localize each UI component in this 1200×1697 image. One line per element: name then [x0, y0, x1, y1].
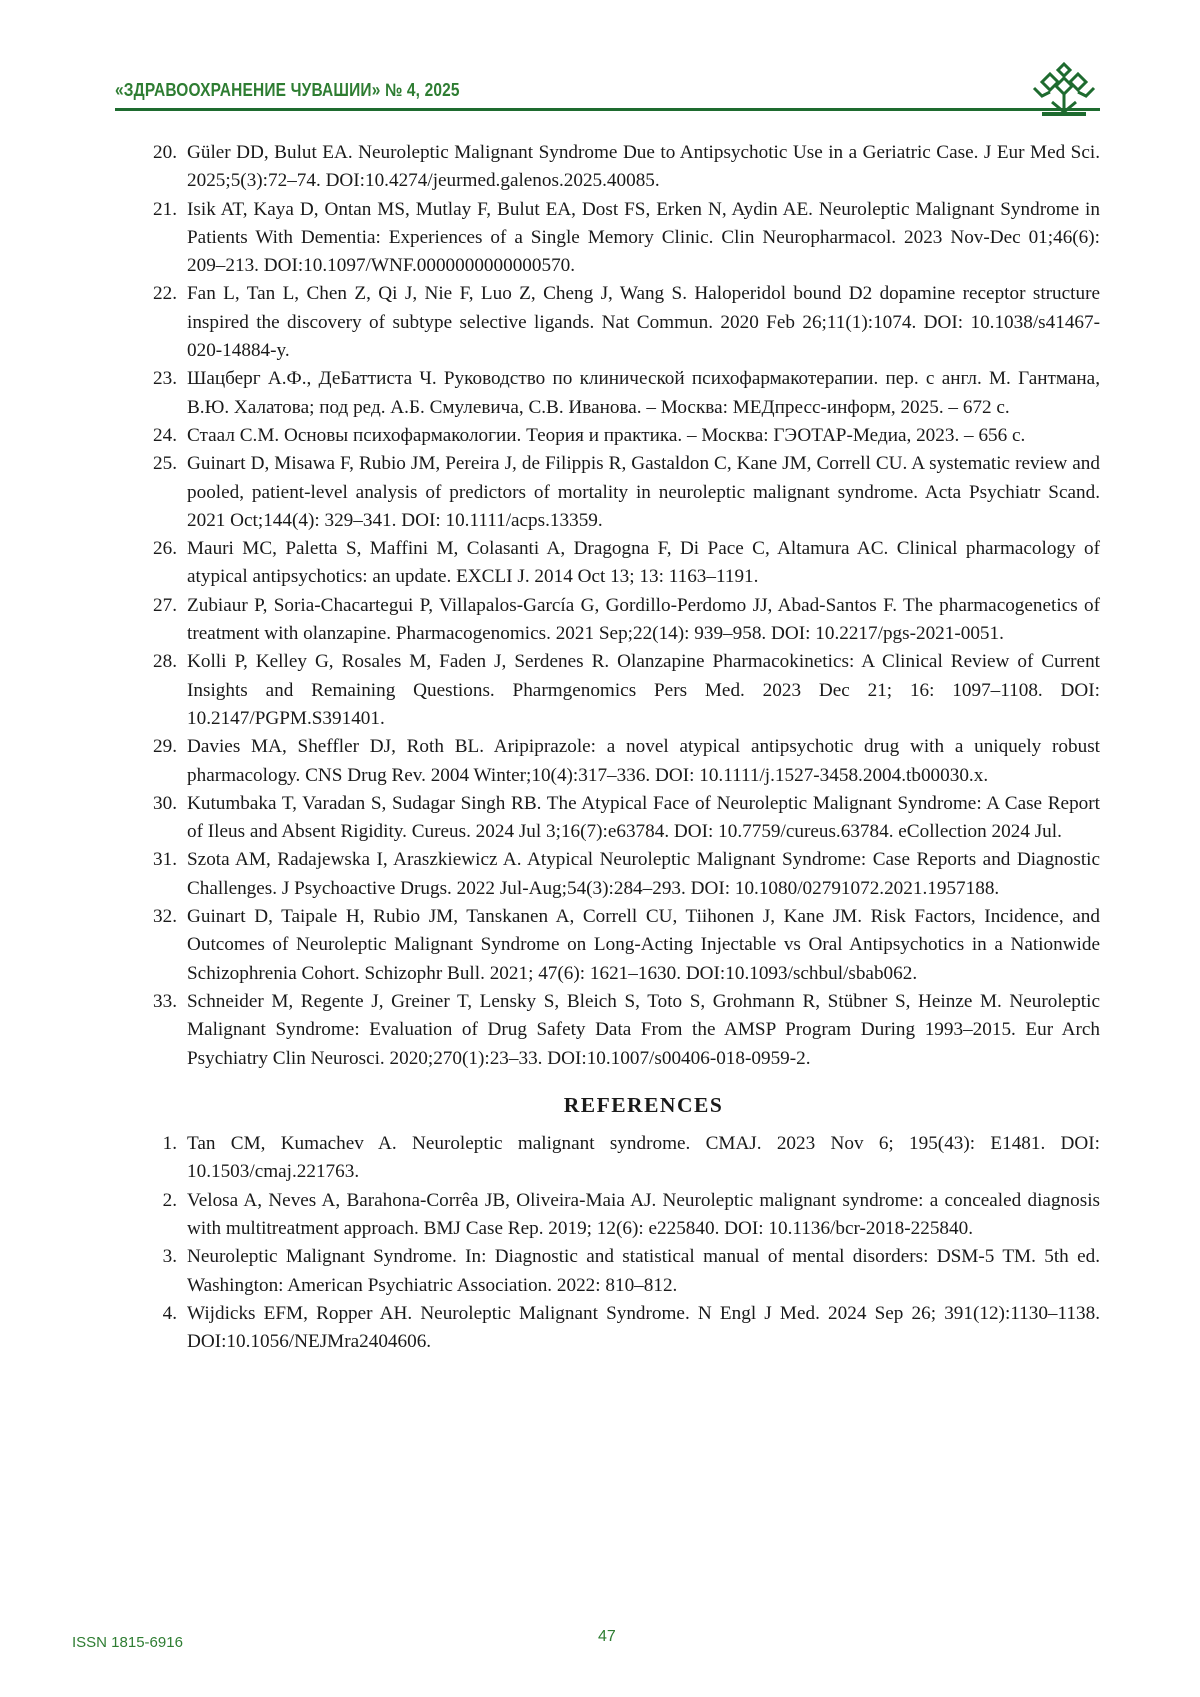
header-rule — [115, 108, 1100, 111]
reference-item — [115, 139, 1100, 196]
reference-item — [115, 450, 1100, 535]
footer-issn: ISSN 1815-6916 — [72, 1634, 183, 1651]
reference-item — [115, 365, 1100, 422]
reference-number: 24. — [153, 424, 177, 446]
reference-item — [115, 790, 1100, 847]
reference-item — [115, 846, 1100, 903]
reference-item — [115, 733, 1100, 790]
reference-number: 32. — [153, 906, 177, 928]
reference-text: Guinart D, Taipale H, Rubio JM, Tanskanen A, Correll CU, Tiihonen J, Kane JM. Risk Factors, Incidence, and Outcomes of Neuroleptic Malignant Syndrome on Long-Acting Injectable vs Oral Antipsychotics in a Nationwide Schizophrenia Cohort. Schizophr Bull. 2021; 47(6): 1621–1630. DOI:10.1093/schbul/sbab062. — [187, 906, 1100, 984]
reference-item — [115, 903, 1100, 988]
reference-number: 21. — [153, 198, 177, 220]
reference-text: Kutumbaka T, Varadan S, Sudagar Singh RB. The Atypical Face of Neuroleptic Malignant Syndrome: A Case Report of Ileus and Absent Rigidity. Cureus. 2024 Jul 3;16(7):e63784. DOI: 10.7759/cureus.63784. eCollection 2024 Jul. — [187, 792, 1100, 843]
reference-text: Wijdicks EFM, Ropper AH. Neuroleptic Malignant Syndrome. N Engl J Med. 2024 Sep 26; 391(12):1130–1138. DOI:10.1056/NEJMra2404606. — [187, 1302, 1100, 1353]
reference-text: Güler DD, Bulut EA. Neuroleptic Malignant Syndrome Due to Antipsychotic Use in a Geriatric Case. J Eur Med Sci. 2025;5(3):72–74. DOI:10.4274/jeurmed.galenos.2025.40085. — [187, 142, 1100, 192]
reference-number: 29. — [153, 736, 177, 758]
reference-item — [115, 648, 1100, 733]
reference-number: 23. — [153, 368, 177, 390]
reference-text: Velosa A, Neves A, Barahona-Corrêa JB, Oliveira-Maia AJ. Neuroleptic malignant syndrome: a concealed diagnosis with multitreatment approach. BMJ Case Rep. 2019; 12(6): e225840. DOI: 10.1136/bcr-2018-225840. — [187, 1189, 1100, 1239]
literature-list — [115, 139, 1100, 1073]
reference-number: 28. — [153, 651, 177, 673]
reference-text: Стаал С.М. Основы психофармакологии. Теория и практика. – Москва: ГЭОТАР-Медиа, 2023. – 656 с. — [187, 424, 1026, 446]
reference-item — [115, 1300, 1100, 1357]
journal-title: «ЗДРАВООХРАНЕНИЕ ЧУВАШИИ» № 4, 2025 — [115, 80, 460, 100]
reference-text: Mauri MC, Paletta S, Maffini M, Colasanti A, Dragogna F, Di Pace C, Altamura AC. Clinical pharmacology of atypical antipsychotics: an update. EXCLI J. 2014 Oct 13; 13: 1163–1191. — [187, 538, 1100, 588]
reference-number: 31. — [153, 849, 177, 871]
reference-number: 4. — [162, 1302, 177, 1324]
reference-text: Шацберг А.Ф., ДеБаттиста Ч. Руководство по клинической психофармакотерапии. пер. с англ. М. Гантмана, В.Ю. Халатова; под ред. А.Б. Смулевича, С.В. Иванова. – Москва: МЕДпресс-информ, 2025. – 672 с. — [187, 368, 1100, 418]
reference-text: Zubiaur P, Soria-Chacartegui P, Villapalos-García G, Gordillo-Perdomo JJ, Abad-Santos F. The pharmacogenetics of treatment with olanzapine. Pharmacogenomics. 2021 Sep;22(14): 939–958. DOI: 10.2217/pgs-2021-0051. — [187, 594, 1100, 645]
reference-list-content — [115, 139, 1100, 1356]
reference-item — [115, 1187, 1100, 1244]
reference-text: Kolli P, Kelley G, Rosales M, Faden J, Serdenes R. Olanzapine Pharmacokinetics: A Clinical Review of Current Insights and Remaining Questions. Pharmgenomics Pers Med. 2023 Dec 21; 16: 1097–1108. DOI: 10.2147/PGPM.S391401. — [187, 651, 1100, 729]
reference-text: Davies MA, Sheffler DJ, Roth BL. Aripiprazole: a novel atypical antipsychotic drug with a uniquely robust pharmacology. CNS Drug Rev. 2004 Winter;10(4):317–336. DOI: 10.1111/j.1527-3458.2004.tb00030.x. — [187, 736, 1100, 786]
reference-number: 25. — [153, 453, 177, 475]
reference-item — [115, 422, 1100, 450]
reference-text: Tan CM, Kumachev A. Neuroleptic malignant syndrome. CMAJ. 2023 Nov 6; 195(43): E1481. DOI: 10.1503/cmaj.221763. — [187, 1133, 1100, 1183]
reference-item — [115, 1130, 1100, 1187]
page-number: 47 — [598, 1628, 616, 1645]
reference-number: 33. — [153, 990, 177, 1012]
reference-text: Fan L, Tan L, Chen Z, Qi J, Nie F, Luo Z, Cheng J, Wang S. Haloperidol bound D2 dopamine receptor structure inspired the discovery of subtype selective ligands. Nat Commun. 2020 Feb 26;11(1):1074. DOI: 10.1038/s41467-020-14884-y. — [187, 283, 1100, 362]
reference-item — [115, 988, 1100, 1073]
reference-text: Neuroleptic Malignant Syndrome. In: Diagnostic and statistical manual of mental disorders: DSM-5 TM. 5th ed. Washington: American Psychiatric Association. 2022: 810–812. — [187, 1246, 1100, 1296]
reference-item — [115, 196, 1100, 281]
references-list — [115, 1130, 1100, 1356]
reference-number: 3. — [162, 1246, 177, 1268]
reference-number: 26. — [153, 538, 177, 560]
reference-item — [115, 280, 1100, 365]
reference-text: Isik AT, Kaya D, Ontan MS, Mutlay F, Bulut EA, Dost FS, Erken N, Aydin AE. Neuroleptic Malignant Syndrome in Patients With Dementia: Experiences of a Single Memory Clinic. Clin Neuropharmacol. 2023 Nov-Dec 01;46(6): 209–213. DOI:10.1097/WNF.0000000000000570. — [187, 198, 1100, 277]
reference-item — [115, 1243, 1100, 1300]
reference-number: 2. — [162, 1189, 177, 1211]
reference-item — [115, 592, 1100, 649]
reference-text: Guinart D, Misawa F, Rubio JM, Pereira J, de Filippis R, Gastaldon C, Kane JM, Correll CU. A systematic review and pooled, patient-level analysis of predictors of mortality in neuroleptic malignant syndrome. Acta Psychiatr Scand. 2021 Oct;144(4): 329–341. DOI: 10.1111/acps.13359. — [187, 453, 1100, 531]
reference-text: Szota AM, Radajewska I, Araszkiewicz A. Atypical Neuroleptic Malignant Syndrome: Case Reports and Diagnostic Challenges. J Psychoactive Drugs. 2022 Jul-Aug;54(3):284–293. DOI: 10.1080/02791072.2021.1957188. — [187, 849, 1100, 899]
reference-number: 20. — [153, 142, 177, 163]
reference-item — [115, 535, 1100, 592]
reference-number: 30. — [153, 792, 177, 814]
reference-text: Schneider M, Regente J, Greiner T, Lensky S, Bleich S, Toto S, Grohmann R, Stübner S, Heinze M. Neuroleptic Malignant Syndrome: Evaluation of Drug Safety Data From the AMSP Program During 1993–2015. Eur Arch Psychiatry Clin Neurosci. 2020;270(1):23–33. DOI:10.1007/s00406-018-0959-2. — [187, 990, 1100, 1069]
reference-number: 1. — [162, 1133, 177, 1155]
references-heading: REFERENCES — [563, 1092, 724, 1117]
reference-number: 27. — [153, 594, 177, 616]
reference-number: 22. — [153, 283, 177, 305]
